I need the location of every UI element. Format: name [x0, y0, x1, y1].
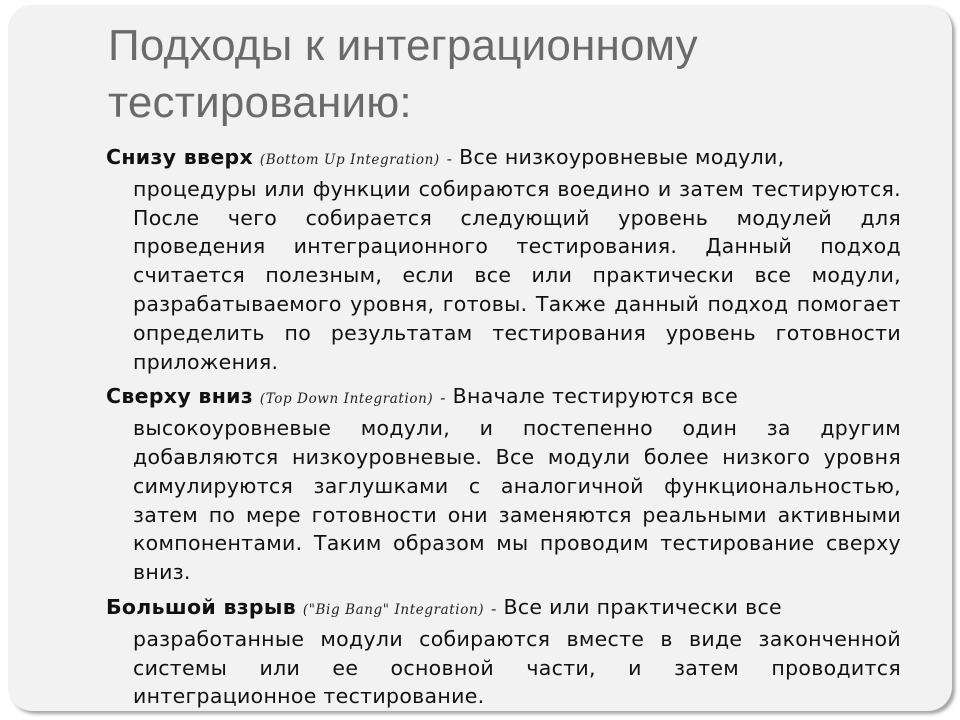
slide-title: Подходы к интеграционному тестированию: [108, 21, 698, 127]
approach-english-name: (Top Down Integration) [259, 391, 434, 408]
approach-dash: - [440, 389, 446, 408]
approach-bottom-up [106, 143, 901, 376]
approach-big-bang [106, 593, 901, 711]
approach-term: Сверху вниз [106, 384, 254, 409]
approach-description-start: Все или практически все [503, 594, 782, 619]
slide [8, 5, 952, 711]
approach-description-start: Вначале тестируются все [452, 384, 738, 409]
approach-english-name: (Bottom Up Integration) [259, 152, 440, 168]
approach-top-down [106, 382, 901, 587]
approach-description: высокоуровневые модули, и постепенно один за другим добавляются низкоуровневые. Все модули более низкого уровня симулируются заглушками с аналогичной функциональностью, затем по мере готовности они заменяются реальными активными компонентами. Таким образом мы проводим тестирование сверху вниз. [133, 416, 901, 585]
approach-description: процедуры или функции собираются воедино и затем тестируются. После чего собирается следующий уровень модулей для проведения интеграционного тестирования. Данный подход считается полезным, если все или практически все модули, разрабатываемого уровня, готовы. Также данный подход помогает определить по результатам тестирования уровень готовности приложения. [133, 176, 901, 374]
slide-content [106, 143, 901, 711]
approach-term: Большой взрыв [106, 594, 297, 619]
approach-english-name: ("Big Bang" Integration) [302, 601, 485, 618]
approach-description-start: Все низкоуровневые модули, [459, 145, 785, 169]
approach-dash: - [490, 599, 497, 618]
approach-term: Снизу вверх [106, 145, 254, 169]
approach-description: разработанные модули собираются вместе в виде законченной системы или ее основной части, и затем проводится интеграционное тестирование. [133, 626, 901, 709]
approach-dash: - [446, 150, 453, 168]
